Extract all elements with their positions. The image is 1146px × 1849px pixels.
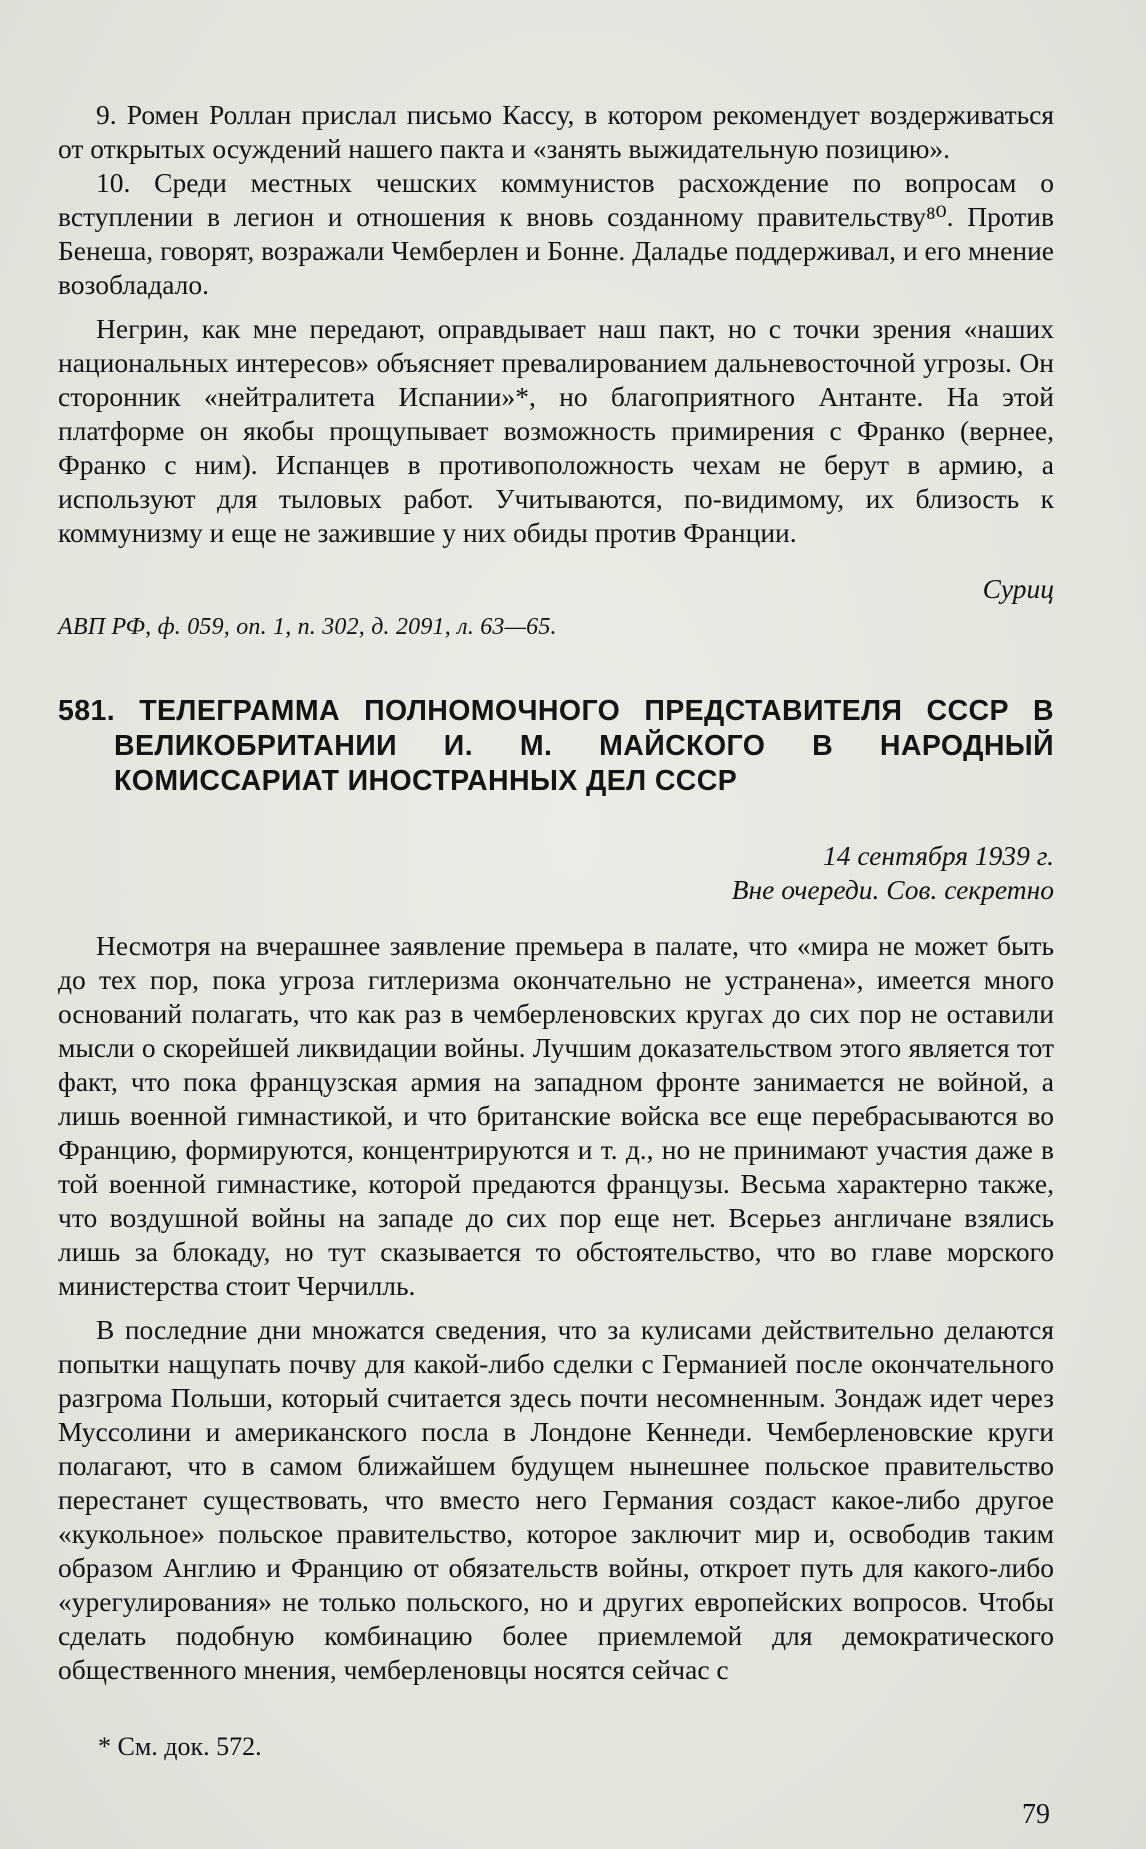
paragraph-telegram-1: Несмотря на вчерашнее заявление премьера в палате, что «мира не может быть до тех пор, пока угроза гитлеризма окончательно не устранена», имеется много оснований полагать, что как раз в чемберленовских кругах до сих пор не оставили мысли о скорейшей ликвидации войны. Лучшим доказательством этого является тот факт, что пока французская армия на западном фронте занимается не войной, а лишь военной гимнастикой, и что британские войска все еще перебрасываются во Францию, формируются, концентрируются и т. д., но не принимают участия даже в той военной гимнастике, которой предаются французы. Весьма характерно также, что воздушной войны на западе до сих пор еще нет. Всерьез англичане взялись лишь за блокаду, но тут сказывается то обстоятельство, что во главе морского министерства стоит Черчилль.: [58, 930, 1054, 1301]
paragraph-item-9: 9. Ромен Роллан прислал письмо Кассу, в котором рекомендует воздерживаться от открытых осуждений нашего пакта и «занять выжидательную позицию».: [58, 99, 1054, 164]
document-date: 14 сентября 1939 г.: [822, 840, 1054, 871]
archive-reference: АВП РФ, ф. 059, оп. 1, п. 302, д. 2091, л. 63—65.: [58, 614, 557, 640]
page-number: 79: [1022, 1799, 1050, 1830]
page-content: [58, 98, 1054, 1687]
paragraph-telegram-2: В последние дни множатся сведения, что за кулисами действительно делаются попытки нащупать почву для какой-либо сделки с Германией после окончательного разгрома Польши, который считается здесь почти несомненным. Зондаж идет через Муссолини и американского посла в Лондоне Кеннеди. Чемберленовские круги полагают, что в самом ближайшем будущем нынешнее польское правительство перестанет существовать, что вместо него Германия создаст какое-либо другое «кукольное» польское правительство, которое заключит мир и, освободив таким образом Англию и Францию от обязательств войны, откроет путь для какого-либо «урегулирования» не только польского, но и других европейских вопросов. Чтобы сделать подобную комбинацию более приемлемой для демократического общественного мнения, чемберленовцы носятся сейчас с: [58, 1314, 1054, 1685]
signature: Суриц: [982, 573, 1054, 604]
telegram-body: [58, 929, 1054, 1687]
paragraph-item-10: 10. Среди местных чешских коммунистов расхождение по вопросам о вступлении в легион и отношения к вновь созданному правительству⁸⁰. Против Бенеша, говорят, возражали Чемберлен и Бонне. Даладье поддерживал, и его мнение возобладало.: [58, 167, 1054, 300]
paragraph-negrin: Негрин, как мне передают, оправдывает наш пакт, но с точки зрения «наших национальных интересов» объясняет превалированием дальневосточной угрозы. Он сторонник «нейтралитета Испании»*, но благоприятного Антанте. На этой платформе он якобы прощупывает возможность примирения с Франко (вернее, Франко с ним). Испанцев в противоположность чехам не берут в армию, а используют для тыловых работ. Учитываются, по-видимому, их близость к коммунизму и еще не зажившие у них обиды против Франции.: [58, 313, 1054, 548]
footnote: * См. док. 572.: [98, 1732, 262, 1761]
classification-stamp: Вне очереди. Сов. секретно: [731, 874, 1054, 905]
document-heading: 581. ТЕЛЕГРАММА ПОЛНОМОЧНОГО ПРЕДСТАВИТЕЛЯ СССР В ВЕЛИКОБРИТАНИИ И. М. МАЙСКОГО В НАРОДНЫЙ КОМИССАРИАТ ИНОСТРАННЫХ ДЕЛ СССР: [58, 695, 1054, 797]
